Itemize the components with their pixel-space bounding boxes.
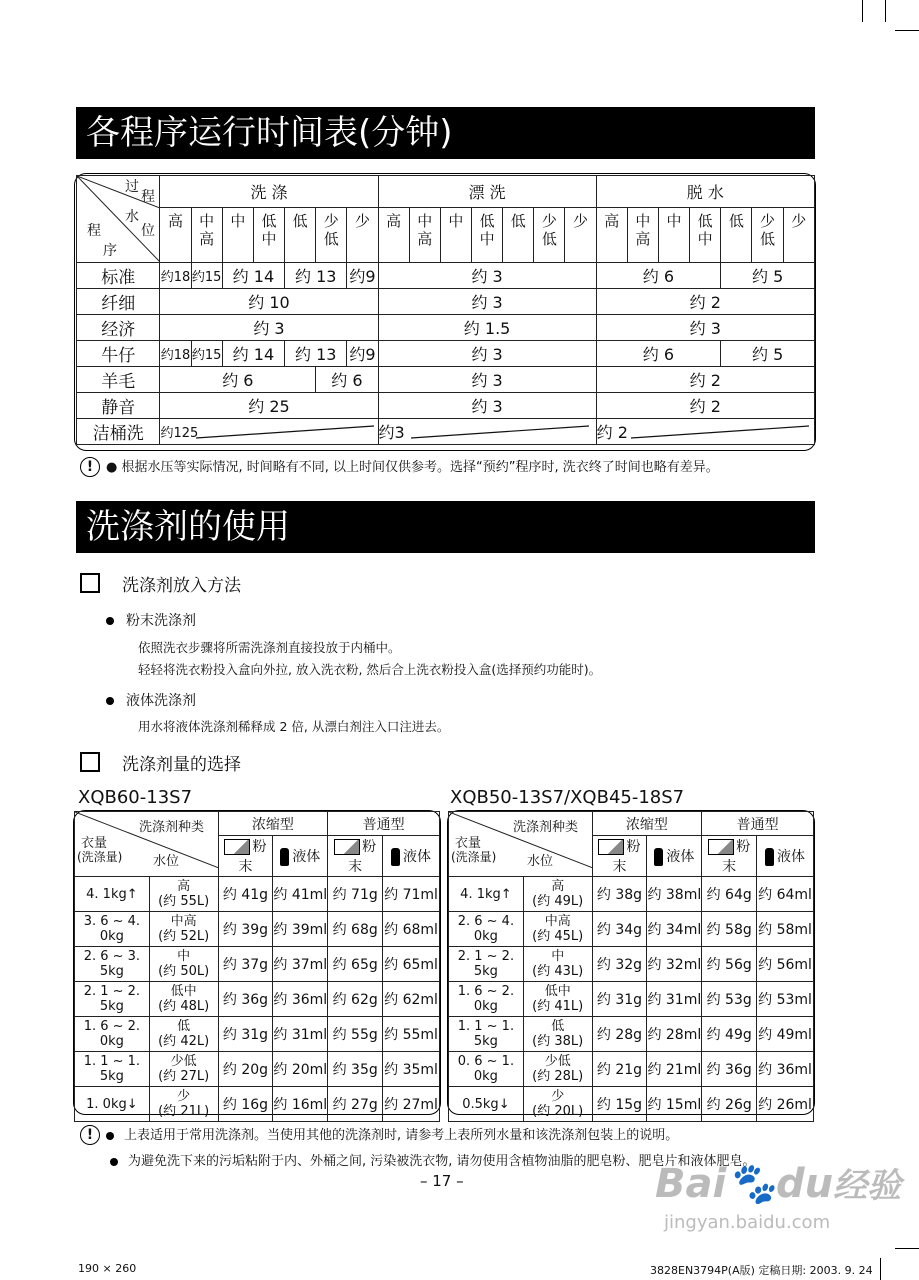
dash-line [196, 422, 376, 442]
bullet-icon [106, 1132, 114, 1140]
warning-icon: ! [80, 457, 100, 477]
water-volume: (约 38L) [532, 1034, 584, 1049]
water-volume: (约 20L) [532, 1104, 584, 1119]
water-volume: (约 50L) [158, 964, 210, 979]
group-wash: 洗 涤 [160, 176, 378, 208]
hdr-powder [218, 836, 273, 877]
hdr-powder-text: 粉末 [612, 839, 641, 875]
hdr-powder [328, 836, 383, 877]
water-level: 中 [551, 949, 565, 964]
hdr-powder [592, 836, 647, 877]
water-volume: (约 45L) [532, 929, 584, 944]
amount-cell: 约 53g [702, 982, 757, 1017]
right-detergent-table [448, 811, 814, 1122]
load-cell: 1. 1 ~ 1. 5kg [75, 1052, 150, 1087]
time-cell: 约 6 [596, 341, 721, 367]
amount-cell: 约 58ml [757, 912, 814, 947]
checkbox-icon [80, 752, 100, 772]
time-cell: 约 5 [721, 341, 815, 367]
level-header: 中 [658, 208, 689, 263]
note-1-text: 上表适用于常用洗涤剂。当使用其他的洗涤剂时, 请参考上表所列水量和该洗涤剂包装上的说明。 [124, 1128, 679, 1143]
water-level-cell [523, 1052, 592, 1087]
footer-left: 190 × 260 [78, 1262, 137, 1275]
level-header: 中 高 [409, 208, 440, 263]
amount-cell: 约 41g [218, 877, 273, 912]
page-number: – 17 – [420, 1172, 464, 1190]
amount-cell: 约 62g [328, 982, 383, 1017]
powder-box-icon [598, 839, 624, 855]
water-level-cell [523, 1087, 592, 1122]
water-level-cell [149, 877, 218, 912]
crop-mark [880, 1258, 881, 1280]
water-level-cell [149, 947, 218, 982]
time-cell: 约 13 [285, 341, 347, 367]
powder-title-text: 粉末洗涤剂 [126, 613, 196, 629]
detergent-diag-header [449, 812, 593, 877]
runtime-table [76, 175, 815, 445]
time-value: 约3 [378, 423, 405, 442]
powder-line1: 依照洗衣步骤将所需洗涤剂直接投放于内桶中。 [138, 640, 401, 655]
left-detergent-table [74, 811, 440, 1122]
time-cell: 约15 [191, 341, 222, 367]
time-cell-tubclean [160, 419, 378, 445]
time-cell: 约 3 [160, 315, 378, 341]
amount-cell: 约 38g [592, 877, 647, 912]
level-header: 低 [503, 208, 534, 263]
liquid-line1: 用水将液体洗涤剂稀释成 2 倍, 从漂白剂注入口注进去。 [138, 719, 450, 734]
level-header: 少 [347, 208, 378, 263]
amount-cell: 约 39g [218, 912, 273, 947]
amount-cell: 约 15ml [647, 1087, 702, 1122]
hdr-regular: 普通型 [328, 812, 440, 836]
amount-cell: 约 62ml [383, 982, 440, 1017]
subheading-amount: 洗涤剂量的选择 [122, 755, 241, 775]
hdr-powder-text: 粉末 [238, 839, 267, 875]
water-level-cell [149, 1017, 218, 1052]
hdr-liquid-text: 液体 [666, 849, 695, 865]
footer-right: 3828EN3794P(A版) 定稿日期: 2003. 9. 24 [650, 1264, 873, 1277]
powder-box-icon [224, 839, 250, 855]
time-cell: 约 2 [596, 393, 814, 419]
water-level: 高 [551, 879, 565, 894]
crop-mark [895, 30, 919, 31]
load-cell: 2. 6 ~ 3. 5kg [75, 947, 150, 982]
level-header: 低 [721, 208, 752, 263]
hdr-liquid-text: 液体 [403, 849, 432, 865]
amount-cell: 约 35ml [383, 1052, 440, 1087]
time-cell: 约 6 [596, 263, 721, 289]
amount-cell: 约 55ml [383, 1017, 440, 1052]
amount-cell: 约 68g [328, 912, 383, 947]
time-cell: 约 1.5 [378, 315, 596, 341]
amount-cell: 约 53ml [757, 982, 814, 1017]
level-header: 少 [565, 208, 596, 263]
model-left: XQB60-13S7 [78, 787, 193, 808]
water-level: 低中 [170, 984, 197, 999]
time-cell: 约 6 [160, 367, 316, 393]
diag-label: 序 [103, 243, 117, 259]
level-header: 中 [222, 208, 253, 263]
amount-cell: 约 20g [218, 1052, 273, 1087]
time-cell: 约9 [347, 341, 378, 367]
watermark-brand3: 经验 [833, 1166, 902, 1206]
amount-cell: 约 55g [328, 1017, 383, 1052]
watermark [655, 1158, 901, 1207]
amount-cell: 约 26g [702, 1087, 757, 1122]
time-cell: 约18 [160, 263, 191, 289]
row-name: 羊毛 [77, 367, 160, 393]
row-name: 经济 [77, 315, 160, 341]
warning-icon: ! [80, 1125, 100, 1145]
load-cell: 1. 6 ~ 2. 0kg [75, 1017, 150, 1052]
water-level: 中 [177, 949, 191, 964]
amount-cell: 约 34g [592, 912, 647, 947]
amount-cell: 约 32g [592, 947, 647, 982]
amount-cell: 约 37ml [273, 947, 328, 982]
runtime-note [80, 456, 719, 477]
time-cell: 约 13 [285, 263, 347, 289]
group-spin: 脱 水 [596, 176, 814, 208]
water-volume: (约 21L) [158, 1104, 210, 1119]
water-volume: (约 48L) [158, 999, 210, 1014]
amount-cell: 约 21ml [647, 1052, 702, 1087]
water-level: 低 [177, 1019, 191, 1034]
amount-cell: 约 36ml [757, 1052, 814, 1087]
amount-cell: 约 26ml [757, 1087, 814, 1122]
row-name: 牛仔 [77, 341, 160, 367]
level-header: 少 低 [752, 208, 783, 263]
amount-cell: 约 41ml [273, 877, 328, 912]
time-value: 约 2 [596, 423, 628, 442]
hdr-load: 衣量 [455, 836, 482, 851]
water-level: 低中 [544, 984, 571, 999]
hdr-concentrated: 浓缩型 [592, 812, 702, 836]
amount-cell: 约 31g [592, 982, 647, 1017]
time-cell: 约 3 [596, 315, 814, 341]
bullet-icon [110, 1158, 118, 1166]
water-volume: (约 28L) [532, 1069, 584, 1084]
level-header: 低 中 [472, 208, 503, 263]
load-cell: 4. 1kg↑ [449, 877, 524, 912]
level-header: 少 [783, 208, 814, 263]
water-level: 中高 [170, 914, 197, 929]
amount-cell: 约 28ml [647, 1017, 702, 1052]
load-cell: 1. 1 ~ 1. 5kg [449, 1017, 524, 1052]
water-level: 少低 [170, 1054, 197, 1069]
hdr-powder-text: 粉末 [348, 839, 377, 875]
diag-label: 程 [141, 189, 155, 205]
hdr-level: 水位 [153, 854, 180, 869]
time-cell: 约18 [160, 341, 191, 367]
paw-icon: 🐾 [726, 1161, 777, 1207]
hdr-concentrated: 浓缩型 [218, 812, 328, 836]
amount-cell: 约 65g [328, 947, 383, 982]
hdr-type: 洗涤剂种类 [139, 820, 205, 835]
amount-cell: 约 36g [218, 982, 273, 1017]
diag-label: 程 [87, 223, 101, 239]
hdr-load2: (洗涤量) [451, 850, 497, 864]
amount-cell: 约 28g [592, 1017, 647, 1052]
crop-mark [862, 0, 863, 22]
level-header: 高 [378, 208, 409, 263]
load-cell: 2. 1 ~ 2. 5kg [75, 982, 150, 1017]
amount-cell: 约 34ml [647, 912, 702, 947]
amount-cell: 约 71g [328, 877, 383, 912]
hdr-regular: 普通型 [702, 812, 814, 836]
time-cell: 约15 [191, 263, 222, 289]
load-cell: 4. 1kg↑ [75, 877, 150, 912]
row-name: 洁桶洗 [77, 419, 160, 445]
time-cell: 约 2 [596, 289, 814, 315]
water-volume: (约 52L) [158, 929, 210, 944]
subheading-method: 洗涤剂放入方法 [122, 576, 241, 596]
time-cell-tubclean [596, 419, 814, 445]
time-cell: 约 6 [316, 367, 378, 393]
load-cell: 2. 1 ~ 2. 5kg [449, 947, 524, 982]
amount-cell: 约 37g [218, 947, 273, 982]
hdr-liquid [383, 836, 440, 877]
hdr-level: 水位 [527, 854, 554, 869]
hdr-liquid [273, 836, 328, 877]
time-cell: 约 5 [721, 263, 815, 289]
liquid-title [106, 690, 196, 710]
water-volume: (约 43L) [532, 964, 584, 979]
water-level-cell [149, 912, 218, 947]
water-level: 少 [551, 1089, 565, 1104]
load-cell: 0.5kg↓ [449, 1087, 524, 1122]
liquid-bottle-icon [391, 848, 400, 866]
hdr-powder [702, 836, 757, 877]
water-level-cell [523, 947, 592, 982]
amount-cell: 约 64g [702, 877, 757, 912]
time-cell: 约 10 [160, 289, 378, 315]
amount-cell: 约 49ml [757, 1017, 814, 1052]
water-level: 低 [551, 1019, 565, 1034]
amount-cell: 约 64ml [757, 877, 814, 912]
diag-label: 过 [125, 179, 139, 195]
load-cell: 1. 0kg↓ [75, 1087, 150, 1122]
hdr-load: 衣量 [81, 836, 108, 851]
amount-cell: 约 36ml [273, 982, 328, 1017]
hdr-liquid-text: 液体 [777, 849, 806, 865]
liquid-bottle-icon [765, 848, 774, 866]
crop-mark [895, 1248, 919, 1249]
water-level-cell [523, 877, 592, 912]
amount-cell: 约 31ml [273, 1017, 328, 1052]
checkbox-icon [80, 573, 100, 593]
hdr-load2: (洗涤量) [77, 850, 123, 864]
detergent-diag-header [75, 812, 219, 877]
note-text: ● 根据水压等实际情况, 时间略有不同, 以上时间仅供参考。选择“预约”程序时, 洗衣终了时间也略有差异。 [106, 460, 719, 475]
amount-cell: 约 58g [702, 912, 757, 947]
amount-cell: 约 31g [218, 1017, 273, 1052]
liquid-title-text: 液体洗涤剂 [126, 693, 196, 709]
water-level-cell [523, 1017, 592, 1052]
note-2-text: 为避免洗下来的污垢粘附于内、外桶之间, 污染被洗衣物, 请勿使用含植物油脂的肥皂粉、肥皂片和液体肥皂。 [128, 1154, 756, 1169]
time-cell-tubclean [378, 419, 596, 445]
note-1 [80, 1124, 678, 1145]
level-header: 少 低 [316, 208, 347, 263]
hdr-powder-text: 粉末 [722, 839, 751, 875]
hdr-liquid-text: 液体 [292, 849, 321, 865]
diag-label: 位 [141, 223, 155, 239]
bullet-icon [106, 617, 114, 625]
amount-cell: 约 16ml [273, 1087, 328, 1122]
amount-cell: 约 71ml [383, 877, 440, 912]
liquid-bottle-icon [280, 848, 289, 866]
row-name: 静音 [77, 393, 160, 419]
powder-line2: 轻轻将洗衣粉投入盒向外拉, 放入洗衣粉, 然后合上洗衣粉投入盒(选择预约功能时)。 [138, 662, 602, 677]
water-level-cell [149, 1087, 218, 1122]
amount-cell: 约 20ml [273, 1052, 328, 1087]
load-cell: 3. 6 ~ 4. 0kg [75, 912, 150, 947]
load-cell: 1. 6 ~ 2. 0kg [449, 982, 524, 1017]
amount-cell: 约 56ml [757, 947, 814, 982]
diag-label: 水 [125, 209, 139, 225]
level-header: 中 [440, 208, 471, 263]
bullet-icon [106, 697, 114, 705]
level-header: 少 低 [534, 208, 565, 263]
time-value: 约125 [160, 426, 199, 441]
time-cell: 约 14 [222, 263, 284, 289]
group-rinse: 漂 洗 [378, 176, 596, 208]
water-level: 少 [177, 1089, 191, 1104]
water-volume: (约 55L) [158, 894, 210, 909]
amount-cell: 约 68ml [383, 912, 440, 947]
water-level-cell [149, 982, 218, 1017]
amount-cell: 约 27g [328, 1087, 383, 1122]
time-cell: 约 3 [378, 367, 596, 393]
water-volume: (约 41L) [532, 999, 584, 1014]
amount-cell: 约 16g [218, 1087, 273, 1122]
amount-cell: 约 21g [592, 1052, 647, 1087]
hdr-liquid [647, 836, 702, 877]
time-cell: 约 3 [378, 289, 596, 315]
amount-cell: 约 31ml [647, 982, 702, 1017]
model-right: XQB50-13S7/XQB45-18S7 [450, 787, 685, 808]
water-level-cell [523, 982, 592, 1017]
load-cell: 2. 6 ~ 4. 0kg [449, 912, 524, 947]
watermark-url: jingyan.baidu.com [664, 1212, 831, 1233]
hdr-liquid [757, 836, 814, 877]
level-header: 中 高 [191, 208, 222, 263]
water-level: 中高 [544, 914, 571, 929]
water-level: 少低 [544, 1054, 571, 1069]
time-cell: 约 3 [378, 341, 596, 367]
time-cell: 约 2 [596, 367, 814, 393]
level-header: 高 [160, 208, 191, 263]
load-cell: 0. 6 ~ 1. 0kg [449, 1052, 524, 1087]
amount-cell: 约 15g [592, 1087, 647, 1122]
liquid-bottle-icon [654, 848, 663, 866]
powder-box-icon [334, 839, 360, 855]
water-level: 高 [177, 879, 191, 894]
watermark-brand2: du [776, 1161, 834, 1207]
water-level-cell [523, 912, 592, 947]
section-title-runtime: 各程序运行时间表(分钟) [76, 107, 815, 159]
section-title-detergent: 洗涤剂的使用 [76, 501, 815, 553]
amount-cell: 约 38ml [647, 877, 702, 912]
water-volume: (约 27L) [158, 1069, 210, 1084]
level-header: 低 中 [690, 208, 721, 263]
water-level-cell [149, 1052, 218, 1087]
water-volume: (约 42L) [158, 1034, 210, 1049]
powder-title [106, 610, 196, 630]
amount-cell: 约 35g [328, 1052, 383, 1087]
level-header: 低 中 [253, 208, 284, 263]
watermark-brand: Bai [655, 1161, 727, 1207]
water-volume: (约 49L) [532, 894, 584, 909]
amount-cell: 约 65ml [383, 947, 440, 982]
powder-box-icon [708, 839, 734, 855]
amount-cell: 约 39ml [273, 912, 328, 947]
amount-cell: 约 56g [702, 947, 757, 982]
row-name: 标准 [77, 263, 160, 289]
amount-cell: 约 49g [702, 1017, 757, 1052]
time-cell: 约 25 [160, 393, 378, 419]
time-cell: 约 3 [378, 263, 596, 289]
time-cell: 约 14 [222, 341, 284, 367]
time-cell: 约 3 [378, 393, 596, 419]
time-cell: 约9 [347, 263, 378, 289]
dash-line [411, 422, 591, 442]
level-header: 高 [596, 208, 627, 263]
level-header: 中 高 [627, 208, 658, 263]
crop-mark [885, 0, 886, 22]
row-name: 纤细 [77, 289, 160, 315]
level-header: 低 [285, 208, 316, 263]
dash-line [631, 422, 811, 442]
amount-cell: 约 36g [702, 1052, 757, 1087]
diagonal-header-cell [77, 176, 160, 263]
hdr-type: 洗涤剂种类 [513, 820, 579, 835]
amount-cell: 约 27ml [383, 1087, 440, 1122]
amount-cell: 约 32ml [647, 947, 702, 982]
